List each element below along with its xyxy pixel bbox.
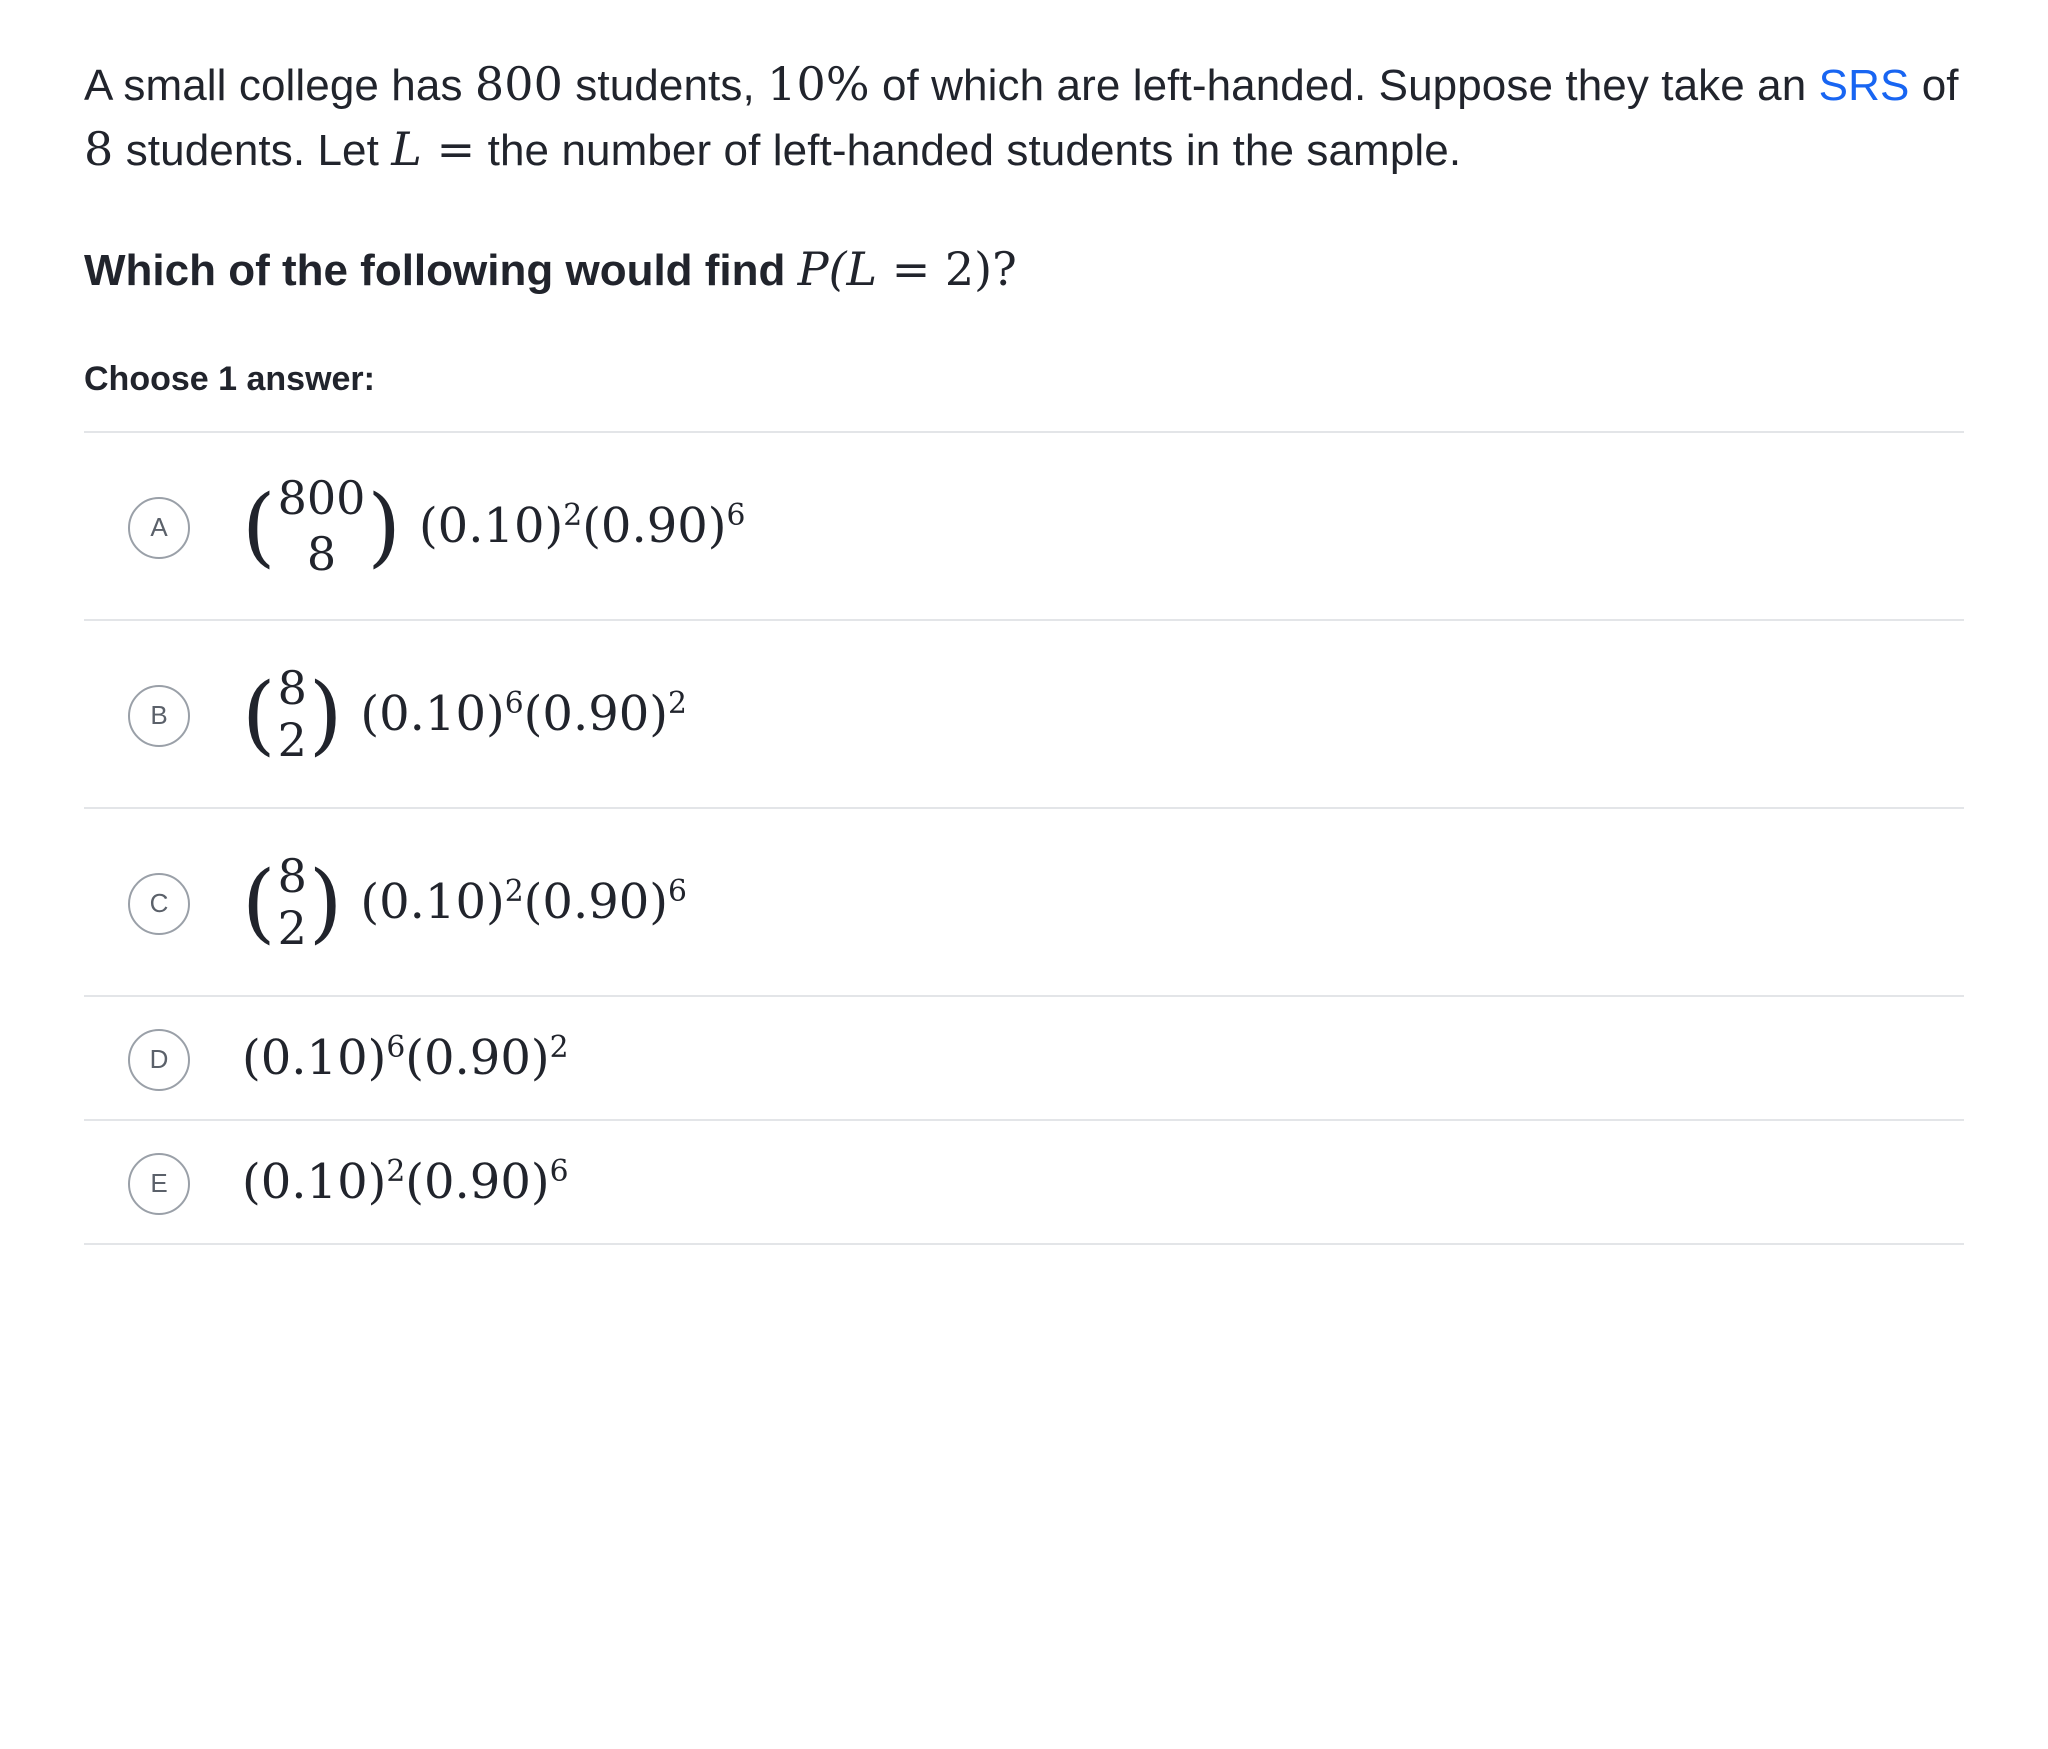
problem-statement — [84, 52, 1964, 183]
bullet-letter-d: D — [149, 1044, 169, 1075]
probability-powers-e — [242, 1154, 569, 1210]
binomial-coefficient-a — [242, 470, 401, 581]
p-exponent-e: 2 — [386, 1153, 406, 1189]
p-base-c: (0.10) — [360, 873, 505, 930]
q-exponent-c: 6 — [668, 873, 687, 909]
answer-choice-d[interactable] — [84, 997, 1964, 1121]
answer-expression-b — [242, 660, 1964, 767]
prompt-text-3: of which are left-handed. Suppose they take an — [869, 61, 1819, 110]
binomial-bottom-b: 2 — [277, 712, 307, 767]
answer-expression-a — [242, 470, 1964, 581]
prompt-student-count: 800 — [474, 57, 563, 111]
question-text — [84, 237, 1964, 302]
q-base-a: (0.90) — [582, 497, 727, 554]
left-paren-icon: ( — [242, 665, 276, 766]
question-prob-open: P( — [797, 241, 847, 296]
q-exponent-e: 6 — [549, 1153, 569, 1189]
prompt-variable-L: L — [391, 122, 422, 177]
p-base-a: (0.10) — [418, 497, 564, 554]
prompt-text-2: students, — [562, 61, 768, 110]
question-lead: Which of the following would find — [84, 245, 798, 295]
answer-choices-list — [84, 431, 1964, 1245]
p-base-e: (0.10) — [242, 1153, 387, 1210]
binomial-top-a: 800 — [277, 470, 366, 525]
right-paren-icon: ) — [367, 477, 401, 578]
radio-bullet-a[interactable] — [128, 497, 190, 559]
q-base-c: (0.90) — [523, 873, 668, 930]
p-exponent-d: 6 — [386, 1029, 406, 1065]
bullet-letter-e: E — [150, 1168, 168, 1199]
q-exponent-b: 2 — [668, 685, 687, 721]
answer-choice-a[interactable] — [84, 433, 1964, 621]
left-paren-icon: ( — [242, 853, 276, 954]
choose-answer-label: Choose 1 answer: — [84, 359, 375, 398]
p-exponent-c: 2 — [504, 873, 524, 909]
q-base-d: (0.90) — [405, 1029, 550, 1086]
q-base-b: (0.90) — [523, 685, 668, 742]
p-base-d: (0.10) — [242, 1029, 387, 1086]
p-exponent-b: 6 — [504, 685, 524, 721]
binomial-coefficient-b — [242, 660, 343, 767]
binomial-coefficient-c — [242, 848, 343, 955]
prompt-text-1: A small college has — [84, 61, 475, 110]
radio-bullet-d[interactable] — [128, 1029, 190, 1091]
right-paren-icon: ) — [308, 853, 343, 954]
answer-choice-e[interactable] — [84, 1121, 1964, 1245]
bullet-letter-c: C — [149, 888, 169, 919]
answer-choice-b[interactable] — [84, 621, 1964, 809]
answer-expression-e — [242, 1147, 1964, 1217]
answer-expression-c — [242, 848, 1964, 955]
q-base-e: (0.90) — [405, 1153, 550, 1210]
binomial-stack-a — [276, 470, 368, 581]
question-prob-var: L — [846, 241, 878, 296]
bullet-letter-a: A — [150, 512, 168, 543]
answer-expression-d — [242, 1023, 1964, 1093]
probability-powers-c — [360, 874, 687, 930]
binomial-stack-c — [276, 848, 309, 955]
prompt-equals-sign: = — [436, 122, 476, 177]
left-paren-icon: ( — [242, 477, 276, 578]
probability-powers-d — [242, 1030, 569, 1086]
binomial-bottom-c: 2 — [277, 900, 307, 955]
question-prob-equals: = — [891, 241, 931, 296]
probability-powers-a — [419, 498, 746, 554]
answer-choice-c[interactable] — [84, 809, 1964, 997]
bullet-letter-b: B — [150, 700, 168, 731]
p-base-b: (0.10) — [360, 685, 505, 742]
question-prob-value: 2 — [944, 241, 975, 296]
right-paren-icon: ) — [308, 665, 343, 766]
q-exponent-a: 6 — [726, 497, 746, 533]
prompt-text-4: of — [1909, 61, 1959, 110]
binomial-bottom-a: 8 — [306, 526, 337, 581]
binomial-top-c: 8 — [277, 848, 307, 903]
radio-bullet-c[interactable] — [128, 873, 190, 935]
question-prob-close: )? — [974, 241, 1017, 296]
binomial-top-b: 8 — [277, 660, 307, 715]
prompt-sample-size: 8 — [84, 122, 114, 177]
probability-powers-b — [360, 686, 687, 742]
radio-bullet-b[interactable] — [128, 685, 190, 747]
p-exponent-a: 2 — [563, 497, 583, 533]
srs-link[interactable]: SRS — [1818, 61, 1910, 110]
binomial-stack-b — [276, 660, 309, 767]
radio-bullet-e[interactable] — [128, 1153, 190, 1215]
prompt-text-5: students. Let — [113, 126, 392, 176]
q-exponent-d: 2 — [549, 1029, 569, 1065]
prompt-percent: 10% — [767, 57, 870, 111]
prompt-text-6: the number of left-handed students in the sample. — [475, 126, 1462, 176]
